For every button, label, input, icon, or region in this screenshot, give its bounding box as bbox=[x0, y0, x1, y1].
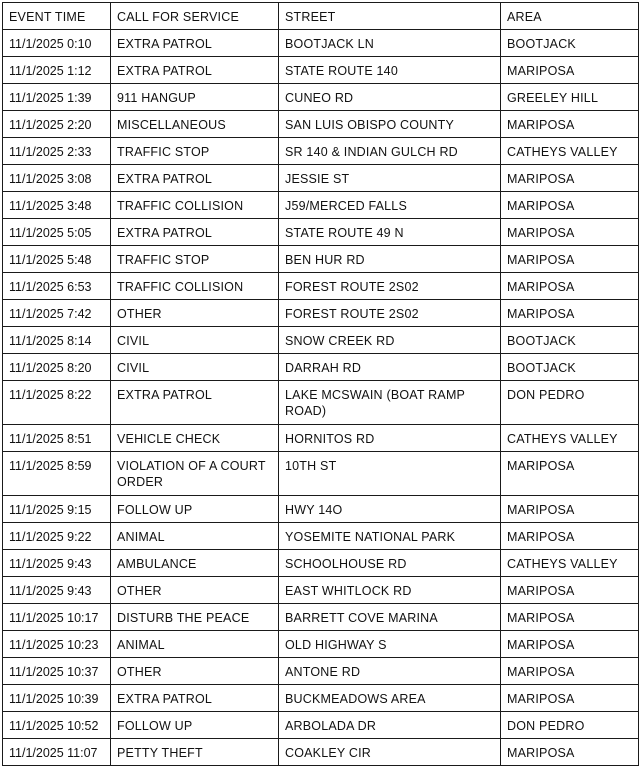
event-time-cell: 11/1/2025 10:17 bbox=[3, 604, 111, 631]
street-cell: 10TH ST bbox=[279, 452, 501, 496]
street-cell: SR 140 & INDIAN GULCH RD bbox=[279, 138, 501, 165]
event-time-cell: 11/1/2025 3:08 bbox=[3, 165, 111, 192]
event-time-cell: 11/1/2025 8:51 bbox=[3, 425, 111, 452]
call-for-service-cell: OTHER bbox=[111, 658, 279, 685]
street-cell: ANTONE RD bbox=[279, 658, 501, 685]
event-time-cell: 11/1/2025 8:20 bbox=[3, 354, 111, 381]
area-cell: MARIPOSA bbox=[501, 523, 639, 550]
event-time-cell: 11/1/2025 0:10 bbox=[3, 30, 111, 57]
event-time-cell: 11/1/2025 8:14 bbox=[3, 327, 111, 354]
call-for-service-cell: EXTRA PATROL bbox=[111, 57, 279, 84]
call-log-table bbox=[2, 2, 639, 766]
table-row bbox=[3, 739, 639, 766]
header-row bbox=[3, 3, 639, 30]
area-cell: DON PEDRO bbox=[501, 381, 639, 425]
header-area: AREA bbox=[501, 3, 639, 30]
area-cell: MARIPOSA bbox=[501, 300, 639, 327]
event-time-cell: 11/1/2025 10:37 bbox=[3, 658, 111, 685]
street-cell: YOSEMITE NATIONAL PARK bbox=[279, 523, 501, 550]
area-cell: BOOTJACK bbox=[501, 30, 639, 57]
area-cell: MARIPOSA bbox=[501, 246, 639, 273]
street-cell: BUCKMEADOWS AREA bbox=[279, 685, 501, 712]
table-row bbox=[3, 577, 639, 604]
street-cell: ARBOLADA DR bbox=[279, 712, 501, 739]
street-cell: FOREST ROUTE 2S02 bbox=[279, 273, 501, 300]
street-cell: DARRAH RD bbox=[279, 354, 501, 381]
event-time-cell: 11/1/2025 9:43 bbox=[3, 550, 111, 577]
street-cell: FOREST ROUTE 2S02 bbox=[279, 300, 501, 327]
area-cell: GREELEY HILL bbox=[501, 84, 639, 111]
call-for-service-cell: TRAFFIC COLLISION bbox=[111, 192, 279, 219]
call-for-service-cell: CIVIL bbox=[111, 354, 279, 381]
table-row bbox=[3, 300, 639, 327]
table-row bbox=[3, 452, 639, 496]
street-cell: STATE ROUTE 49 N bbox=[279, 219, 501, 246]
call-for-service-cell: EXTRA PATROL bbox=[111, 219, 279, 246]
street-cell: BOOTJACK LN bbox=[279, 30, 501, 57]
header-street: STREET bbox=[279, 3, 501, 30]
table-row bbox=[3, 523, 639, 550]
table-row bbox=[3, 631, 639, 658]
call-for-service-cell: 911 HANGUP bbox=[111, 84, 279, 111]
street-cell: J59/MERCED FALLS bbox=[279, 192, 501, 219]
area-cell: MARIPOSA bbox=[501, 739, 639, 766]
street-cell: EAST WHITLOCK RD bbox=[279, 577, 501, 604]
table-row bbox=[3, 138, 639, 165]
area-cell: CATHEYS VALLEY bbox=[501, 425, 639, 452]
table-row bbox=[3, 425, 639, 452]
call-for-service-cell: AMBULANCE bbox=[111, 550, 279, 577]
table-row bbox=[3, 165, 639, 192]
area-cell: BOOTJACK bbox=[501, 327, 639, 354]
area-cell: MARIPOSA bbox=[501, 496, 639, 523]
area-cell: MARIPOSA bbox=[501, 631, 639, 658]
table-row bbox=[3, 658, 639, 685]
area-cell: MARIPOSA bbox=[501, 452, 639, 496]
table-row bbox=[3, 327, 639, 354]
call-for-service-cell: EXTRA PATROL bbox=[111, 165, 279, 192]
table-row bbox=[3, 685, 639, 712]
event-time-cell: 11/1/2025 2:20 bbox=[3, 111, 111, 138]
event-time-cell: 11/1/2025 1:12 bbox=[3, 57, 111, 84]
table-row bbox=[3, 30, 639, 57]
call-for-service-cell: TRAFFIC STOP bbox=[111, 246, 279, 273]
event-time-cell: 11/1/2025 10:52 bbox=[3, 712, 111, 739]
event-time-cell: 11/1/2025 5:48 bbox=[3, 246, 111, 273]
event-time-cell: 11/1/2025 6:53 bbox=[3, 273, 111, 300]
event-time-cell: 11/1/2025 9:43 bbox=[3, 577, 111, 604]
call-for-service-cell: CIVIL bbox=[111, 327, 279, 354]
area-cell: MARIPOSA bbox=[501, 219, 639, 246]
street-cell: HWY 14O bbox=[279, 496, 501, 523]
event-time-cell: 11/1/2025 3:48 bbox=[3, 192, 111, 219]
area-cell: CATHEYS VALLEY bbox=[501, 550, 639, 577]
table-row bbox=[3, 84, 639, 111]
call-for-service-cell: PETTY THEFT bbox=[111, 739, 279, 766]
call-for-service-cell: EXTRA PATROL bbox=[111, 381, 279, 425]
call-log-table-wrapper bbox=[2, 2, 638, 766]
table-row bbox=[3, 273, 639, 300]
call-for-service-cell: VIOLATION OF A COURT ORDER bbox=[111, 452, 279, 496]
area-cell: MARIPOSA bbox=[501, 658, 639, 685]
area-cell: MARIPOSA bbox=[501, 165, 639, 192]
call-for-service-cell: EXTRA PATROL bbox=[111, 685, 279, 712]
call-for-service-cell: OTHER bbox=[111, 577, 279, 604]
event-time-cell: 11/1/2025 9:15 bbox=[3, 496, 111, 523]
street-cell: HORNITOS RD bbox=[279, 425, 501, 452]
street-cell: STATE ROUTE 140 bbox=[279, 57, 501, 84]
event-time-cell: 11/1/2025 10:23 bbox=[3, 631, 111, 658]
event-time-cell: 11/1/2025 1:39 bbox=[3, 84, 111, 111]
event-time-cell: 11/1/2025 9:22 bbox=[3, 523, 111, 550]
street-cell: COAKLEY CIR bbox=[279, 739, 501, 766]
street-cell: LAKE MCSWAIN (BOAT RAMP ROAD) bbox=[279, 381, 501, 425]
event-time-cell: 11/1/2025 8:59 bbox=[3, 452, 111, 496]
table-row bbox=[3, 111, 639, 138]
call-for-service-cell: VEHICLE CHECK bbox=[111, 425, 279, 452]
table-row bbox=[3, 246, 639, 273]
call-for-service-cell: TRAFFIC STOP bbox=[111, 138, 279, 165]
area-cell: BOOTJACK bbox=[501, 354, 639, 381]
area-cell: MARIPOSA bbox=[501, 192, 639, 219]
event-time-cell: 11/1/2025 7:42 bbox=[3, 300, 111, 327]
street-cell: SCHOOLHOUSE RD bbox=[279, 550, 501, 577]
call-for-service-cell: EXTRA PATROL bbox=[111, 30, 279, 57]
area-cell: MARIPOSA bbox=[501, 604, 639, 631]
call-for-service-cell: TRAFFIC COLLISION bbox=[111, 273, 279, 300]
event-time-cell: 11/1/2025 10:39 bbox=[3, 685, 111, 712]
street-cell: SAN LUIS OBISPO COUNTY bbox=[279, 111, 501, 138]
street-cell: JESSIE ST bbox=[279, 165, 501, 192]
table-body bbox=[3, 30, 639, 766]
header-event-time: EVENT TIME bbox=[3, 3, 111, 30]
table-row bbox=[3, 550, 639, 577]
table-row bbox=[3, 219, 639, 246]
call-for-service-cell: FOLLOW UP bbox=[111, 496, 279, 523]
area-cell: DON PEDRO bbox=[501, 712, 639, 739]
call-for-service-cell: ANIMAL bbox=[111, 523, 279, 550]
street-cell: BARRETT COVE MARINA bbox=[279, 604, 501, 631]
call-for-service-cell: FOLLOW UP bbox=[111, 712, 279, 739]
table-row bbox=[3, 354, 639, 381]
area-cell: MARIPOSA bbox=[501, 57, 639, 84]
area-cell: MARIPOSA bbox=[501, 111, 639, 138]
table-row bbox=[3, 57, 639, 84]
area-cell: CATHEYS VALLEY bbox=[501, 138, 639, 165]
table-row bbox=[3, 604, 639, 631]
area-cell: MARIPOSA bbox=[501, 577, 639, 604]
table-row bbox=[3, 712, 639, 739]
table-row bbox=[3, 496, 639, 523]
call-for-service-cell: MISCELLANEOUS bbox=[111, 111, 279, 138]
street-cell: OLD HIGHWAY S bbox=[279, 631, 501, 658]
area-cell: MARIPOSA bbox=[501, 685, 639, 712]
table-row bbox=[3, 381, 639, 425]
call-for-service-cell: ANIMAL bbox=[111, 631, 279, 658]
table-row bbox=[3, 192, 639, 219]
event-time-cell: 11/1/2025 11:07 bbox=[3, 739, 111, 766]
header-call-for-service: CALL FOR SERVICE bbox=[111, 3, 279, 30]
street-cell: SNOW CREEK RD bbox=[279, 327, 501, 354]
event-time-cell: 11/1/2025 5:05 bbox=[3, 219, 111, 246]
event-time-cell: 11/1/2025 8:22 bbox=[3, 381, 111, 425]
event-time-cell: 11/1/2025 2:33 bbox=[3, 138, 111, 165]
call-for-service-cell: OTHER bbox=[111, 300, 279, 327]
street-cell: BEN HUR RD bbox=[279, 246, 501, 273]
call-for-service-cell: DISTURB THE PEACE bbox=[111, 604, 279, 631]
area-cell: MARIPOSA bbox=[501, 273, 639, 300]
street-cell: CUNEO RD bbox=[279, 84, 501, 111]
